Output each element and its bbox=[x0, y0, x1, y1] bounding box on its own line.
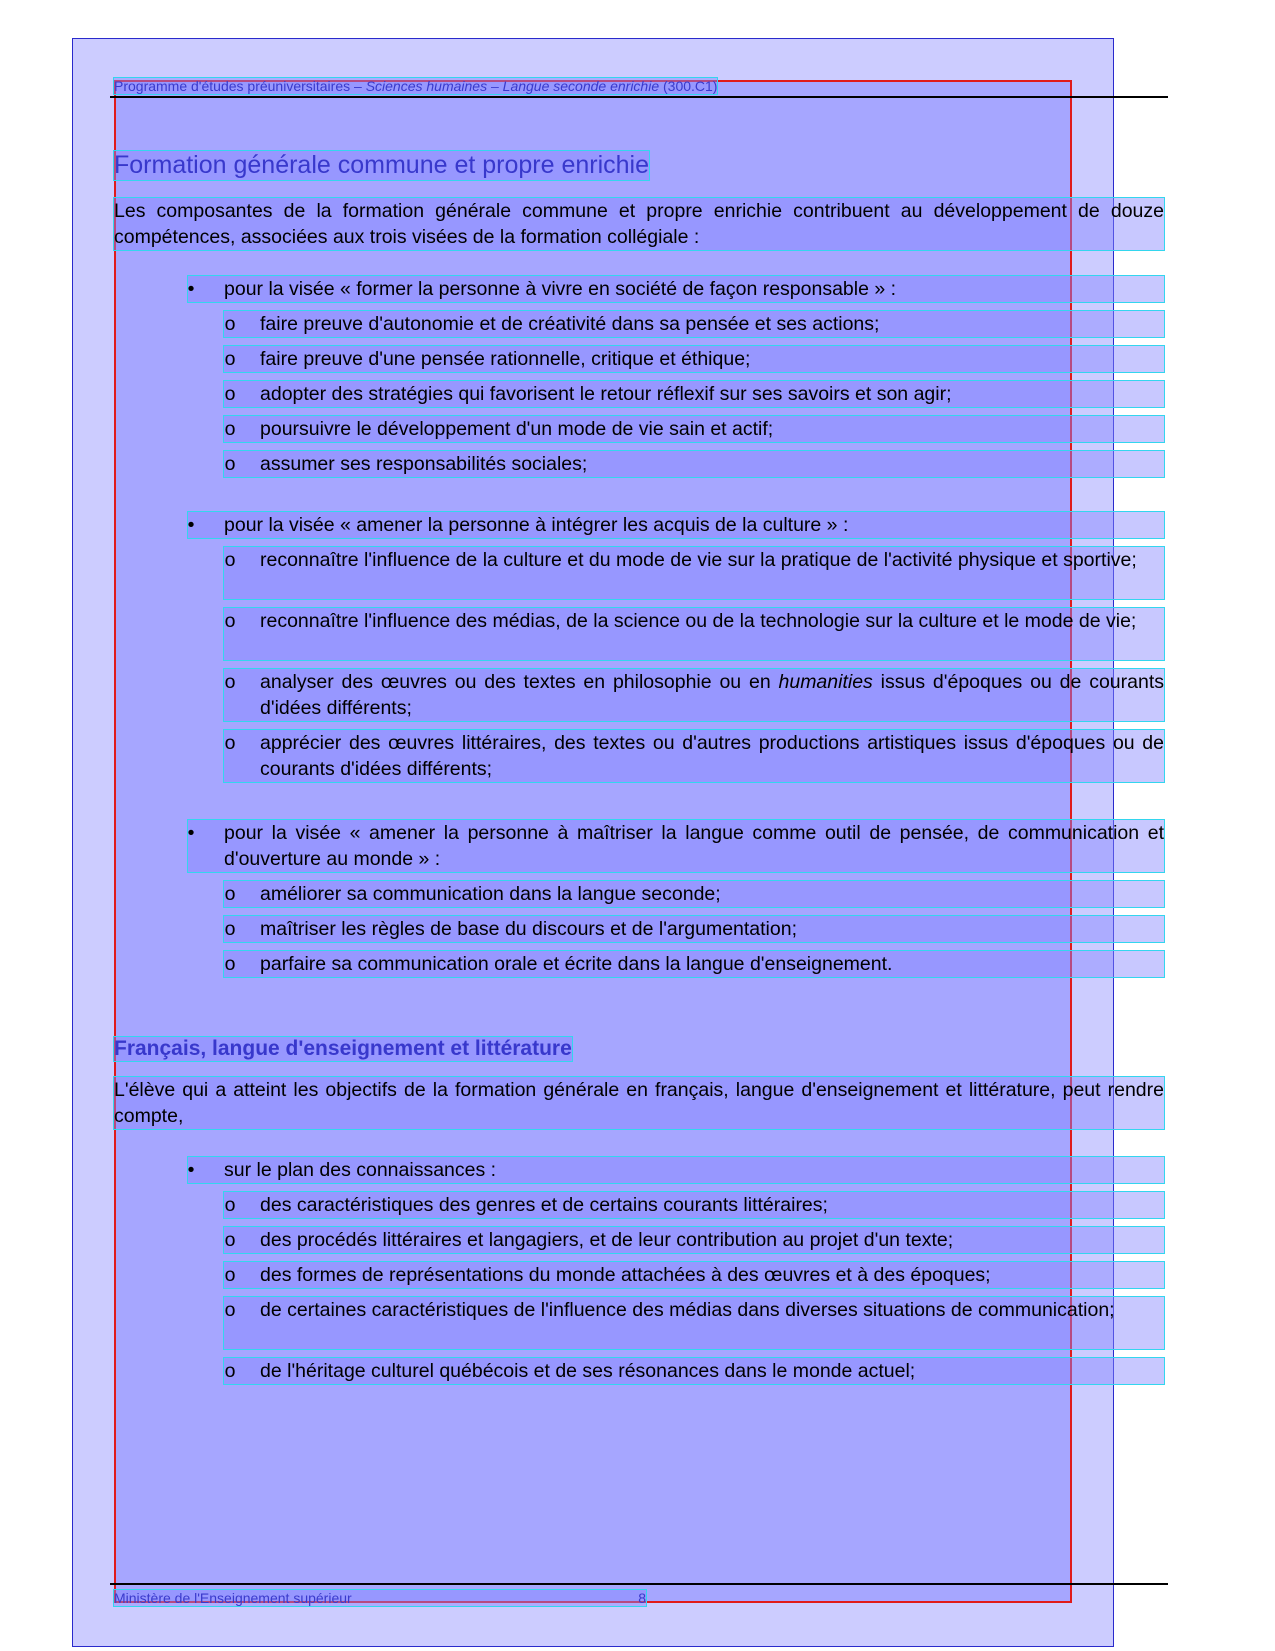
sub-bullet-text: faire preuve d'autonomie et de créativité dans sa pensée et ses actions; bbox=[260, 313, 880, 335]
bullet-marker: • bbox=[187, 514, 195, 536]
sub-bullet-text: des procédés littéraires et langagiers, et de leur contribution au projet d'un texte; bbox=[260, 1229, 954, 1251]
footer-rule bbox=[110, 1583, 1168, 1585]
sub-bullet-text: adopter des stratégies qui favorisent le retour réflexif sur ses savoirs et son agir; bbox=[260, 383, 952, 405]
sub-bullet-item bbox=[224, 416, 1164, 442]
sub-bullet-marker: o bbox=[224, 348, 236, 370]
sub-bullet-text: faire preuve d'une pensée rationnelle, critique et éthique; bbox=[260, 348, 751, 370]
sub-bullet-marker: o bbox=[224, 732, 236, 754]
sub-bullet-item bbox=[224, 346, 1164, 372]
sub-bullet-item bbox=[224, 1358, 1164, 1384]
sub-bullet-text: apprécier des œuvres littéraires, des textes ou d'autres productions artistiques issus d'époques ou de courants d'idées différents; bbox=[260, 732, 1164, 780]
sub-bullet-marker: o bbox=[224, 1299, 236, 1321]
sub-bullet-text: des caractéristiques des genres et de certains courants littéraires; bbox=[260, 1194, 828, 1216]
sub-bullet-item bbox=[224, 916, 1164, 942]
sub-bullet-marker: o bbox=[224, 549, 236, 571]
sub-bullet-marker: o bbox=[224, 1194, 236, 1216]
sub-bullet-text: améliorer sa communication dans la langue seconde; bbox=[260, 883, 721, 905]
section-intro-francais: L'élève qui a atteint les objectifs de la formation générale en français, langue d'enseignement et littérature, peut rendre compte, bbox=[114, 1079, 1164, 1127]
sub-bullet-text: de certaines caractéristiques de l'influence des médias dans diverses situations de communication; bbox=[260, 1299, 1115, 1321]
bullet-text: sur le plan des connaissances : bbox=[224, 1159, 497, 1181]
sub-bullet-marker: o bbox=[224, 953, 236, 975]
section-intro: Les composantes de la formation générale commune et propre enrichie contribuent au développement de douze compétences, associées aux trois visées de la formation collégiale : bbox=[114, 200, 1164, 248]
sub-bullet-text: des formes de représentations du monde attachées à des œuvres et à des époques; bbox=[260, 1264, 991, 1286]
sub-bullet-marker: o bbox=[224, 453, 236, 475]
bullet-item bbox=[188, 512, 1164, 538]
sub-bullet-item bbox=[224, 669, 1164, 721]
sub-bullet-marker: o bbox=[224, 1229, 236, 1251]
bullet-text: pour la visée « amener la personne à maîtriser la langue comme outil de pensée, de communication et d'ouverture au monde » : bbox=[224, 822, 1164, 870]
sub-bullet-marker: o bbox=[224, 610, 236, 632]
running-footer bbox=[114, 1590, 646, 1606]
bullet-item bbox=[188, 1157, 1164, 1183]
sub-bullet-item bbox=[224, 1297, 1164, 1349]
sub-bullet-marker: o bbox=[224, 1264, 236, 1286]
header-rule bbox=[110, 96, 1168, 98]
page-number: 8 bbox=[638, 1590, 646, 1606]
sub-bullet-item bbox=[224, 608, 1164, 660]
sub-bullet-text: assumer ses responsabilités sociales; bbox=[260, 453, 588, 475]
sub-bullet-item bbox=[224, 311, 1164, 337]
sub-bullet-item bbox=[224, 1262, 1164, 1288]
sub-bullet-item bbox=[224, 451, 1164, 477]
sub-bullet-marker: o bbox=[224, 918, 236, 940]
bullet-marker: • bbox=[187, 1159, 195, 1181]
sub-bullet-item bbox=[224, 881, 1164, 907]
sub-bullet-marker: o bbox=[224, 418, 236, 440]
bullet-item bbox=[188, 820, 1164, 872]
section-title: Formation générale commune et propre enrichie bbox=[114, 151, 649, 179]
sub-bullet-text: reconnaître l'influence des médias, de la science ou de la technologie sur la culture et le mode de vie; bbox=[260, 610, 1137, 632]
sub-bullet-marker: o bbox=[224, 671, 236, 693]
bullet-text: pour la visée « former la personne à vivre en société de façon responsable » : bbox=[224, 278, 897, 300]
footer-label: Ministère de l'Enseignement supérieur bbox=[114, 1590, 352, 1606]
sub-bullet-item bbox=[224, 547, 1164, 599]
section-title-francais: Français, langue d'enseignement et littérature bbox=[114, 1037, 572, 1060]
sub-bullet-item bbox=[224, 381, 1164, 407]
sub-bullet-item bbox=[224, 951, 1164, 977]
sub-bullet-text: maîtriser les règles de base du discours et de l'argumentation; bbox=[260, 918, 798, 940]
bullet-text: pour la visée « amener la personne à intégrer les acquis de la culture » : bbox=[224, 514, 849, 536]
sub-bullet-text: poursuivre le développement d'un mode de vie sain et actif; bbox=[260, 418, 774, 440]
sub-bullet-marker: o bbox=[224, 1360, 236, 1382]
sub-bullet-item bbox=[224, 730, 1164, 782]
sub-bullet-item bbox=[224, 1192, 1164, 1218]
sub-bullet-marker: o bbox=[224, 383, 236, 405]
sub-bullet-text: analyser des œuvres ou des textes en philosophie ou en humanities issus d'époques ou de courants d'idées différents; bbox=[260, 671, 1164, 719]
sub-bullet-text: de l'héritage culturel québécois et de ses résonances dans le monde actuel; bbox=[260, 1360, 916, 1382]
sub-bullet-text: parfaire sa communication orale et écrite dans la langue d'enseignement. bbox=[260, 953, 893, 975]
running-header: Programme d'études préuniversitaires – Sciences humaines – Langue seconde enrichie (300.C1) bbox=[114, 78, 718, 94]
bullet-item bbox=[188, 276, 1164, 302]
sub-bullet-item bbox=[224, 1227, 1164, 1253]
bullet-marker: • bbox=[187, 278, 195, 300]
sub-bullet-marker: o bbox=[224, 313, 236, 335]
sub-bullet-text: reconnaître l'influence de la culture et du mode de vie sur la pratique de l'activité physique et sportive; bbox=[260, 549, 1137, 571]
sub-bullet-marker: o bbox=[224, 883, 236, 905]
bullet-marker: • bbox=[187, 822, 195, 844]
